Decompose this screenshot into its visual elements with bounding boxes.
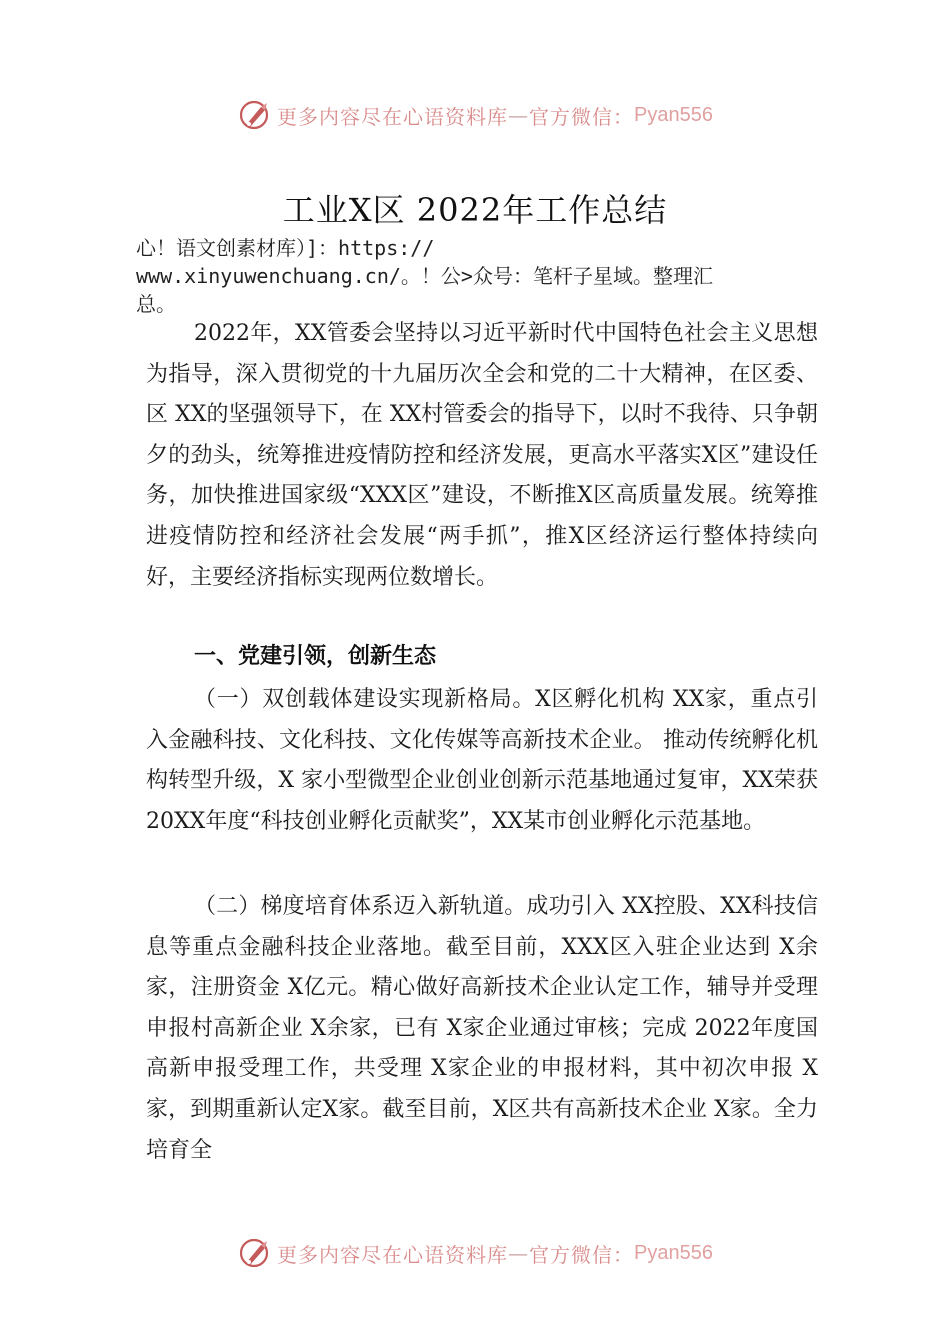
paragraph-intro: 2022年，XX管委会坚持以习近平新时代中国特色社会主义思想为指导，深入贯彻党的十九届历次全会和党的二十大精神，在区委、区 XX的坚强领导下，在 XX村管委会的指导下，以时不我待、只争朝夕的劲头，统筹推进疫情防控和经济发展，更高水平落实X区”建设任务，加快推进国家级“XXX区”建设，不断推X区高质量发展。统筹推进疫情防控和经济社会发展“两手抓”，推X区经济运行整体持续向好，主要经济指标实现两位数增长。 xyxy=(146,321,818,590)
banner-separator: — xyxy=(508,1241,530,1265)
section-heading: 一、党建引领，创新生态 xyxy=(194,644,437,669)
document-title: 工业X区 2022年工作总结 xyxy=(282,191,668,229)
banner-text: 更多内容尽在心语资料库 xyxy=(277,104,509,129)
body-block-intro xyxy=(146,314,818,598)
source-note xyxy=(136,234,816,318)
source-line: 总。 xyxy=(136,292,176,316)
body-block-section-1-1 xyxy=(146,680,818,842)
banner-separator: — xyxy=(508,103,530,127)
banner-wechat-id: Pyan556 xyxy=(634,103,713,126)
banner-wechat-id: Pyan556 xyxy=(634,1241,713,1264)
pen-logo-icon xyxy=(237,1235,273,1271)
paragraph-incubation: （一）双创载体建设实现新格局。X区孵化机构 XX家，重点引入金融科技、文化科技、文化传媒等高新技术企业。 推动传统孵化机构转型升级，X 家小型微型企业创业创新示范基地通过复审，XX荣获 20XX年度“科技创业孵化贡献奖”，XX某市创业孵化示范基地。 xyxy=(146,687,818,834)
banner-wechat-label: 官方微信： xyxy=(529,1242,635,1267)
header-watermark-banner xyxy=(0,95,950,135)
banner-wechat-label: 官方微信： xyxy=(529,104,635,129)
pen-logo-icon xyxy=(237,97,273,133)
source-line: 心！语文创素材库）]：https:// xyxy=(136,236,435,260)
body-block-section-1-2 xyxy=(146,887,818,1171)
footer-watermark-banner xyxy=(0,1233,950,1273)
banner-text: 更多内容尽在心语资料库 xyxy=(277,1242,509,1267)
source-line: www.xinyuwenchuang.cn/。！公>众号：笔杆子星域。整理汇 xyxy=(136,264,713,288)
paragraph-cultivation: （二）梯度培育体系迈入新轨道。成功引入 XX控股、XX科技信息等重点金融科技企业落地。截至目前，XXX区入驻企业达到 X余家，注册资金 X亿元。精心做好高新技术企业认定工作，辅导并受理申报村高新企业 X余家，已有 X家企业通过审核；完成 2022年度国高新申报受理工作，共受理 X家企业的申报材料，其中初次申报 X家，到期重新认定X家。截至目前，X区共有高新技术企业 X家。全力培育全 xyxy=(146,894,818,1163)
